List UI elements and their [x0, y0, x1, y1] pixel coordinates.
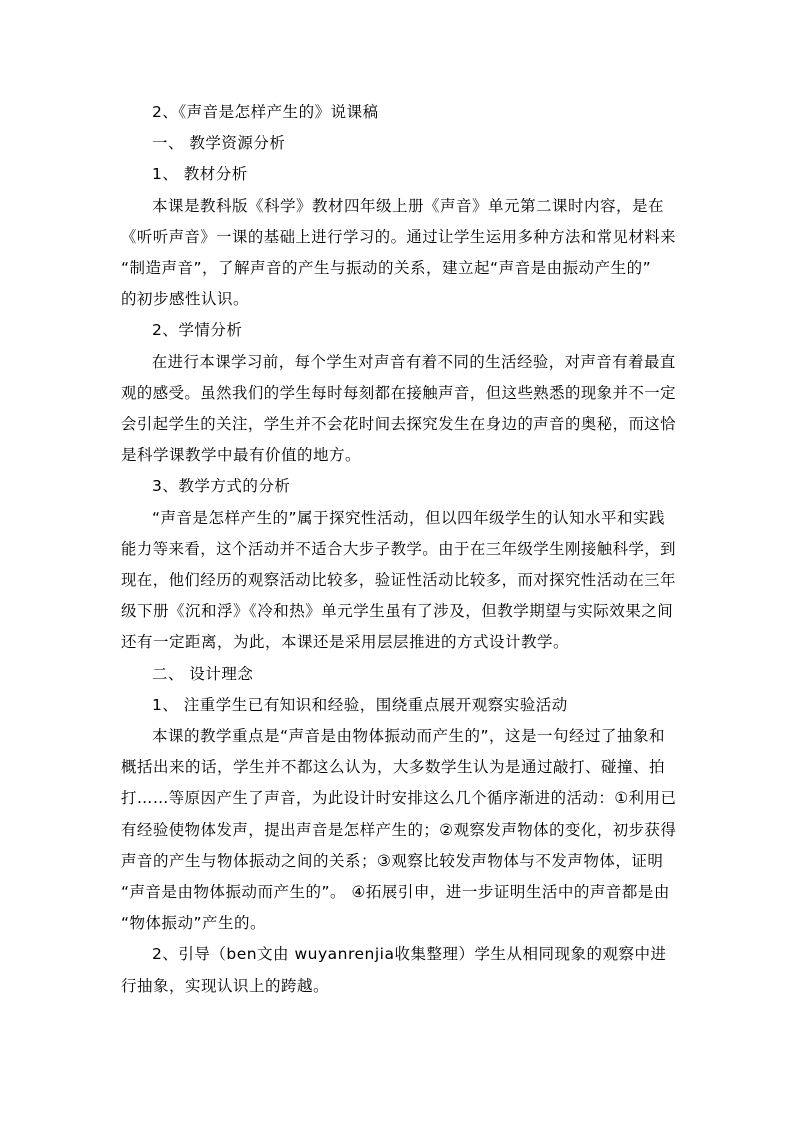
paragraph-line: 本课是教科版《科学》教材四年级上册《声音》单元第二课时内容，是在 — [152, 196, 665, 215]
paragraph-line: “声音是由物体振动而产生的”。 ④拓展引申，进一步证明生活中的声音都是由 — [121, 883, 670, 902]
paragraph-line: “声音是怎样产生的”属于探究性活动，但以四年级学生的认知水平和实践 — [152, 508, 666, 527]
paragraph-line: 的初步感性认识。 — [121, 290, 250, 309]
document-body — [121, 97, 676, 1002]
paragraph-line: 会引起学生的关注，学生并不会花时间去探究发生在身边的声音的奥秘，而这恰 — [121, 415, 677, 434]
paragraph-line: 现在，他们经历的观察活动比较多，验证性活动比较多，而对探究性活动在三年 — [121, 571, 677, 590]
section-heading-2: 二、 设计理念 — [152, 664, 254, 683]
document-title: 2、《声音是怎样产生的》说课稿 — [152, 103, 379, 121]
paragraph-line: 有经验使物体发声，提出声音是怎样产生的；②观察发声物体的变化，初步获得 — [121, 820, 677, 839]
paragraph-line: 还有一定距离，为此，本课还是采用层层推进的方式设计教学。 — [121, 633, 570, 652]
paragraph-line: 概括出来的话，学生并不都这么认为，大多数学生认为是通过敲打、碰撞、拍 — [121, 758, 666, 777]
paragraph-line: 是科学课教学中最有价值的地方。 — [121, 446, 362, 465]
section-heading-1: 一、 教学资源分析 — [152, 134, 286, 153]
subsection-heading-1-1: 1、 教材分析 — [152, 165, 248, 184]
paragraph-line: 级下册《沉和浮》《冷和热》单元学生虽有了涉及，但教学期望与实际效果之间 — [121, 602, 674, 621]
paragraph-line: 本课的教学重点是“声音是由物体振动而产生的”，这是一句经过了抽象和 — [152, 727, 666, 746]
paragraph-line: “制造声音”，了解声音的产生与振动的关系，建立起“声音是由振动产生的” — [121, 259, 652, 278]
paragraph-line: 行抽象，实现认识上的跨越。 — [121, 976, 330, 995]
subsection-heading-1-3: 3、教学方式的分析 — [152, 477, 291, 496]
subsection-heading-1-2: 2、学情分析 — [152, 321, 243, 340]
paragraph-line: 在进行本课学习前，每个学生对声音有着不同的生活经验，对声音有着最直 — [151, 352, 676, 371]
paragraph-line: 观的感受。虽然我们的学生每时每刻都在接触声音，但这些熟悉的现象并不一定 — [121, 383, 677, 402]
paragraph-line: 能力等来看，这个活动并不适合大步子教学。由于在三年级学生刚接触科学，到 — [121, 539, 677, 558]
subsection-heading-2-1: 1、 注重学生已有知识和经验，围绕重点展开观察实验活动 — [152, 695, 568, 714]
paragraph-line: 打……等原因产生了声音，为此设计时安排这么几个循序渐进的活动：①利用已 — [121, 789, 677, 808]
paragraph-line: 《听听声音》一课的基础上进行学习的。通过让学生运用多种方法和常见材料来 — [121, 227, 677, 246]
subsection-heading-2-2: 2、引导（ben文由 wuyanrenjia收集整理）学生从相同现象的观察中进 — [152, 945, 667, 964]
paragraph-line: “物体振动”产生的。 — [121, 914, 267, 933]
paragraph-line: 声音的产生与物体振动之间的关系；③观察比较发声物体与不发声物体，证明 — [121, 851, 664, 870]
